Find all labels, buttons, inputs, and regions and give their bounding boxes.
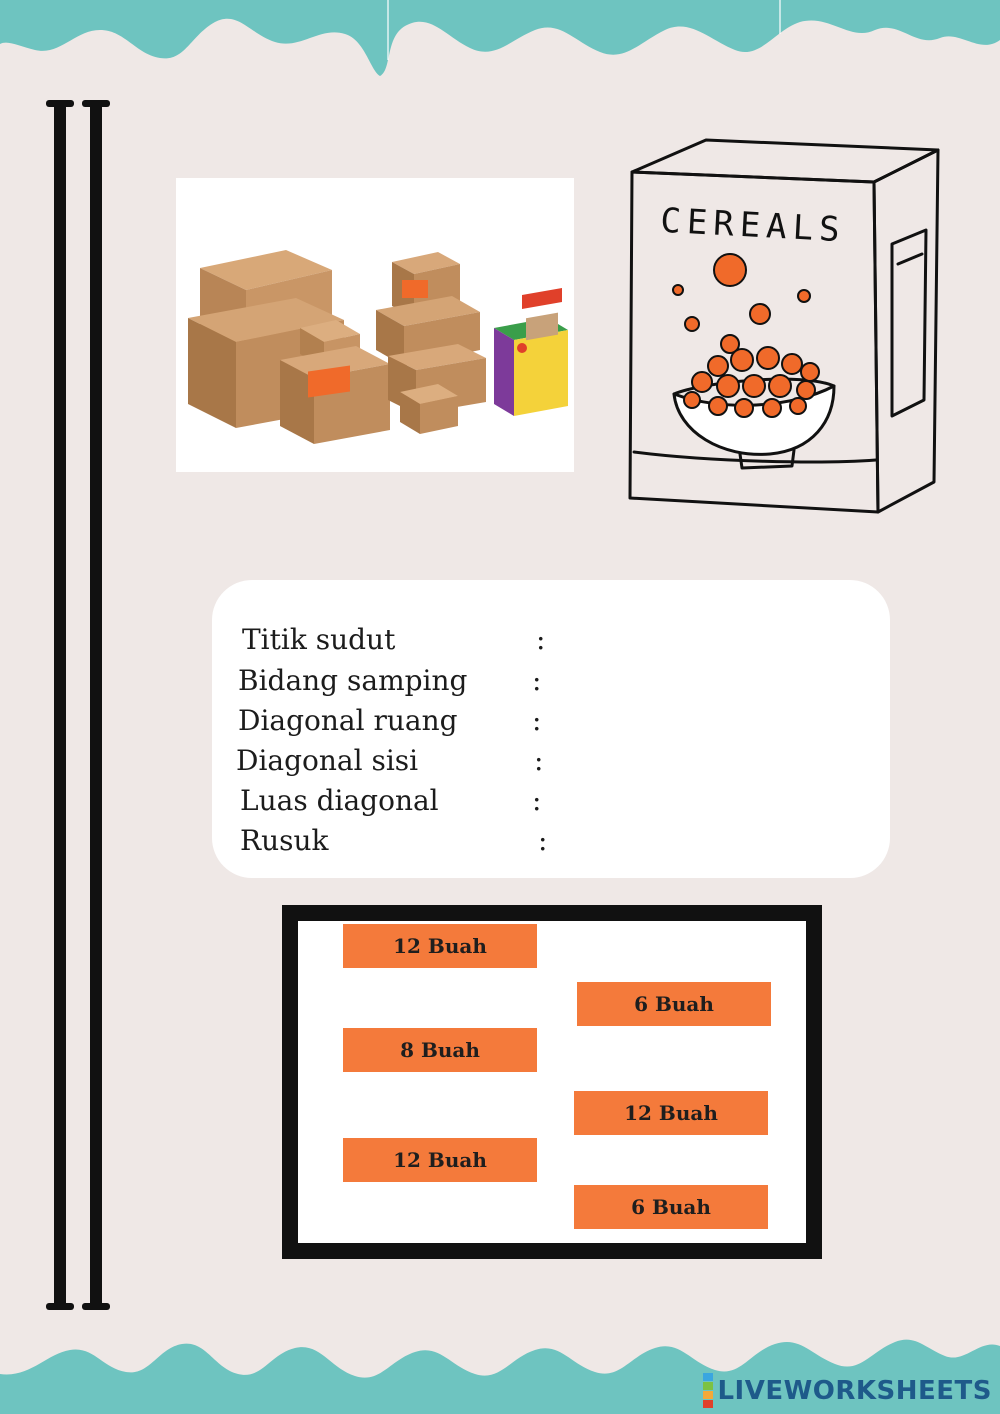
property-colon: :: [534, 744, 544, 777]
property-label: Titik sudut: [242, 623, 396, 656]
right-pillar-decoration: [90, 100, 102, 1310]
property-label: Diagonal ruang: [238, 704, 458, 737]
left-pillar-decoration: [54, 100, 66, 1310]
liveworksheets-logo-icon: [703, 1373, 713, 1408]
property-colon: :: [538, 824, 548, 857]
property-row-space-diagonals: [238, 701, 542, 741]
cardboard-boxes-photo: [176, 178, 574, 472]
answer-chip[interactable]: 6 Buah: [574, 1185, 768, 1229]
answer-chip[interactable]: 12 Buah: [343, 924, 537, 968]
property-row-edges: [240, 821, 548, 861]
property-label: Luas diagonal: [240, 784, 439, 817]
brand-name: LIVEWORKSHEETS: [717, 1375, 992, 1406]
top-wave-decoration: [0, 0, 1000, 90]
property-colon: :: [532, 664, 542, 697]
answer-chips-frame: [282, 905, 822, 1259]
property-row-face-diagonals: [236, 741, 544, 781]
properties-card: [212, 580, 890, 878]
property-colon: :: [536, 623, 546, 656]
answer-chip[interactable]: 12 Buah: [343, 1138, 537, 1182]
property-label: Bidang samping: [238, 664, 468, 697]
liveworksheets-brand[interactable]: [703, 1373, 992, 1408]
cereal-box-drawing: [622, 132, 942, 522]
property-row-faces: [238, 661, 542, 701]
property-label: Rusuk: [240, 824, 329, 857]
cereal-box-label: CEREALS: [659, 200, 847, 251]
property-label: Diagonal sisi: [236, 744, 419, 777]
property-colon: :: [532, 784, 542, 817]
property-row-diagonal-planes: [240, 781, 542, 821]
property-colon: :: [532, 704, 542, 737]
answer-chip[interactable]: 6 Buah: [577, 982, 771, 1026]
answer-chip[interactable]: 12 Buah: [574, 1091, 768, 1135]
answer-chip[interactable]: 8 Buah: [343, 1028, 537, 1072]
property-row-vertices: [242, 620, 546, 660]
